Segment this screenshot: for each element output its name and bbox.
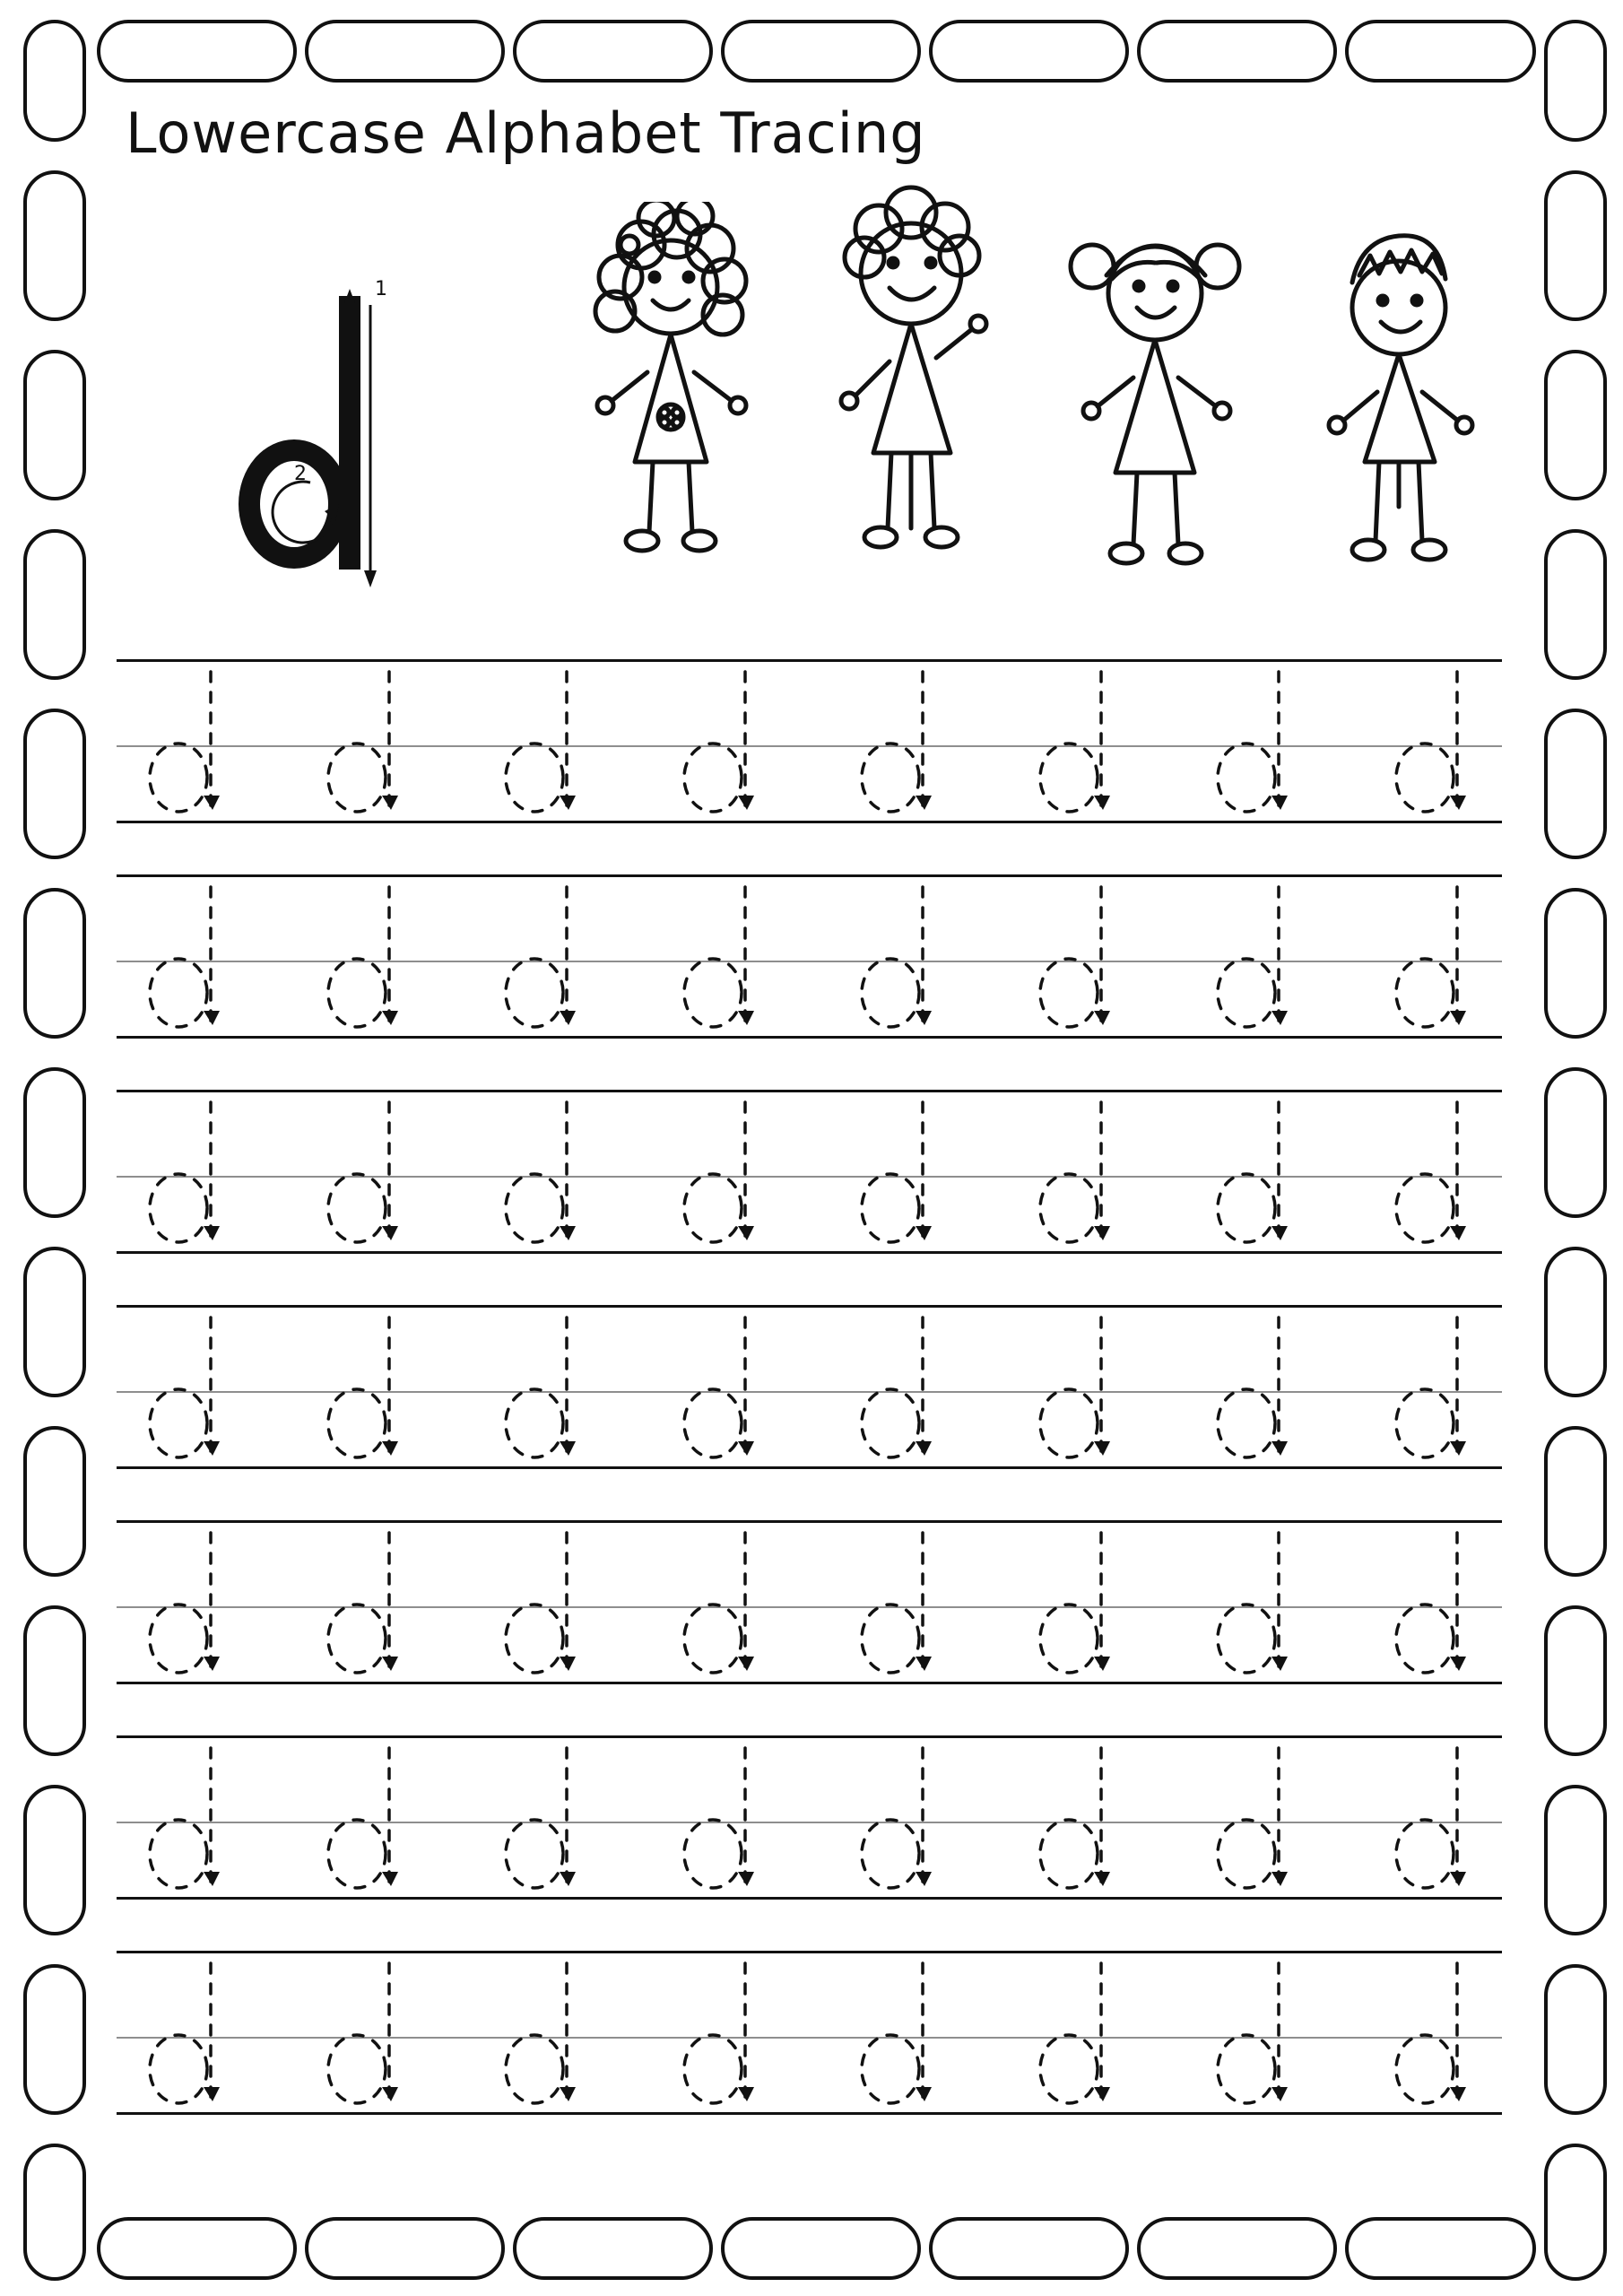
row-glyph-set — [117, 1090, 1502, 1256]
row-glyph-set — [117, 1520, 1502, 1686]
trace-letter-d[interactable] — [139, 1951, 247, 2117]
trace-letter-d[interactable] — [1207, 1951, 1315, 2117]
practice-row[interactable] — [117, 1305, 1502, 1520]
trace-letter-d[interactable] — [673, 1305, 781, 1471]
border-capsule — [305, 20, 505, 83]
trace-letter-d[interactable] — [1029, 874, 1137, 1040]
trace-letter-d[interactable] — [317, 659, 425, 825]
practice-row[interactable] — [117, 1090, 1502, 1305]
trace-letter-d[interactable] — [673, 659, 781, 825]
trace-letter-d[interactable] — [317, 1090, 425, 1256]
trace-letter-d[interactable] — [851, 874, 959, 1040]
border-capsule — [23, 20, 86, 142]
trace-letter-d[interactable] — [495, 1520, 603, 1686]
border-capsule — [305, 2217, 505, 2280]
border-capsule — [513, 20, 713, 83]
border-capsule — [1345, 2217, 1536, 2280]
trace-letter-d[interactable] — [1029, 1090, 1137, 1256]
trace-letter-d[interactable] — [317, 1951, 425, 2117]
trace-letter-d[interactable] — [139, 1520, 247, 1686]
border-capsule — [1544, 20, 1607, 142]
kid-girl-pigtails — [1040, 193, 1264, 614]
border-capsule — [23, 1785, 86, 1935]
border-capsule — [929, 2217, 1129, 2280]
trace-letter-d[interactable] — [1385, 1735, 1493, 1901]
border-capsule — [1345, 20, 1536, 83]
trace-letter-d[interactable] — [1029, 659, 1137, 825]
trace-letter-d[interactable] — [317, 1305, 425, 1471]
border-capsule — [1544, 2144, 1607, 2281]
border-capsule — [1544, 1964, 1607, 2115]
border-capsule — [23, 1067, 86, 1218]
trace-letter-d[interactable] — [851, 1735, 959, 1901]
border-capsule — [1544, 529, 1607, 680]
trace-letter-d[interactable] — [1029, 1951, 1137, 2117]
border-capsule — [1137, 20, 1337, 83]
border-capsule — [23, 529, 86, 680]
tracing-rows — [117, 659, 1502, 2202]
trace-letter-d[interactable] — [139, 1090, 247, 1256]
border-capsule — [721, 20, 921, 83]
trace-letter-d[interactable] — [1385, 1305, 1493, 1471]
trace-letter-d[interactable] — [139, 659, 247, 825]
trace-letter-d[interactable] — [851, 659, 959, 825]
kid-boy-shorts — [1282, 211, 1506, 623]
trace-letter-d[interactable] — [317, 874, 425, 1040]
trace-letter-d[interactable] — [139, 874, 247, 1040]
border-capsule — [1544, 1785, 1607, 1935]
row-glyph-set — [117, 1735, 1502, 1901]
trace-letter-d[interactable] — [495, 1305, 603, 1471]
row-glyph-set — [117, 1951, 1502, 2117]
border-capsule — [1544, 350, 1607, 500]
trace-letter-d[interactable] — [495, 1735, 603, 1901]
trace-letter-d[interactable] — [1029, 1520, 1137, 1686]
trace-letter-d[interactable] — [1207, 659, 1315, 825]
bottom-spacer — [117, 2166, 1502, 2202]
trace-letter-d[interactable] — [851, 1951, 959, 2117]
stroke-number-1: 1 — [375, 278, 387, 300]
trace-letter-d[interactable] — [1385, 659, 1493, 825]
trace-letter-d[interactable] — [1029, 1305, 1137, 1471]
practice-row[interactable] — [117, 1951, 1502, 2166]
page-title: Lowercase Alphabet Tracing — [126, 100, 926, 166]
border-capsule — [1544, 888, 1607, 1039]
stroke-number-2: 2 — [294, 463, 307, 485]
border-capsule — [1544, 1067, 1607, 1218]
trace-letter-d[interactable] — [673, 1735, 781, 1901]
practice-row[interactable] — [117, 1520, 1502, 1735]
trace-letter-d[interactable] — [851, 1090, 959, 1256]
trace-letter-d[interactable] — [139, 1305, 247, 1471]
border-capsule — [23, 350, 86, 500]
border-capsule — [929, 20, 1129, 83]
trace-letter-d[interactable] — [317, 1735, 425, 1901]
trace-letter-d[interactable] — [1207, 1735, 1315, 1901]
trace-letter-d[interactable] — [673, 1090, 781, 1256]
row-glyph-set — [117, 659, 1502, 825]
border-capsule — [721, 2217, 921, 2280]
trace-letter-d[interactable] — [673, 874, 781, 1040]
kid-boy-waving — [796, 166, 1020, 596]
border-capsule — [23, 888, 86, 1039]
trace-letter-d[interactable] — [1207, 874, 1315, 1040]
border-capsule — [1544, 1605, 1607, 1756]
border-capsule — [97, 2217, 297, 2280]
trace-letter-d[interactable] — [139, 1735, 247, 1901]
border-capsule — [23, 1964, 86, 2115]
trace-letter-d[interactable] — [317, 1520, 425, 1686]
border-capsule — [1137, 2217, 1337, 2280]
border-capsule — [23, 170, 86, 321]
trace-letter-d[interactable] — [851, 1305, 959, 1471]
trace-letter-d[interactable] — [1207, 1305, 1315, 1471]
trace-letter-d[interactable] — [673, 1951, 781, 2117]
kids-illustration — [556, 202, 1515, 632]
kid-girl-curly-hair — [556, 202, 780, 614]
border-capsule — [23, 2144, 86, 2281]
trace-letter-d[interactable] — [495, 659, 603, 825]
trace-letter-d[interactable] — [1385, 1090, 1493, 1256]
trace-letter-d[interactable] — [495, 1090, 603, 1256]
trace-letter-d[interactable] — [495, 874, 603, 1040]
row-glyph-set — [117, 1305, 1502, 1471]
border-capsule — [23, 709, 86, 859]
trace-letter-d[interactable] — [1385, 1951, 1493, 2117]
trace-letter-d[interactable] — [673, 1520, 781, 1686]
trace-letter-d[interactable] — [495, 1951, 603, 2117]
border-capsule — [23, 1426, 86, 1577]
practice-row[interactable] — [117, 1735, 1502, 1951]
border-capsule — [23, 1605, 86, 1756]
trace-letter-d[interactable] — [851, 1520, 959, 1686]
border-capsule — [1544, 1426, 1607, 1577]
practice-row[interactable] — [117, 659, 1502, 874]
border-capsule — [97, 20, 297, 83]
border-capsule — [1544, 709, 1607, 859]
border-capsule — [1544, 170, 1607, 321]
trace-letter-d[interactable] — [1385, 1520, 1493, 1686]
model-letter-d — [224, 242, 430, 601]
border-capsule — [1544, 1247, 1607, 1397]
row-glyph-set — [117, 874, 1502, 1040]
trace-letter-d[interactable] — [1207, 1520, 1315, 1686]
practice-row[interactable] — [117, 874, 1502, 1090]
trace-letter-d[interactable] — [1385, 874, 1493, 1040]
trace-letter-d[interactable] — [1207, 1090, 1315, 1256]
border-capsule — [23, 1247, 86, 1397]
border-capsule — [513, 2217, 713, 2280]
trace-letter-d[interactable] — [1029, 1735, 1137, 1901]
model-letter-svg — [224, 242, 430, 601]
